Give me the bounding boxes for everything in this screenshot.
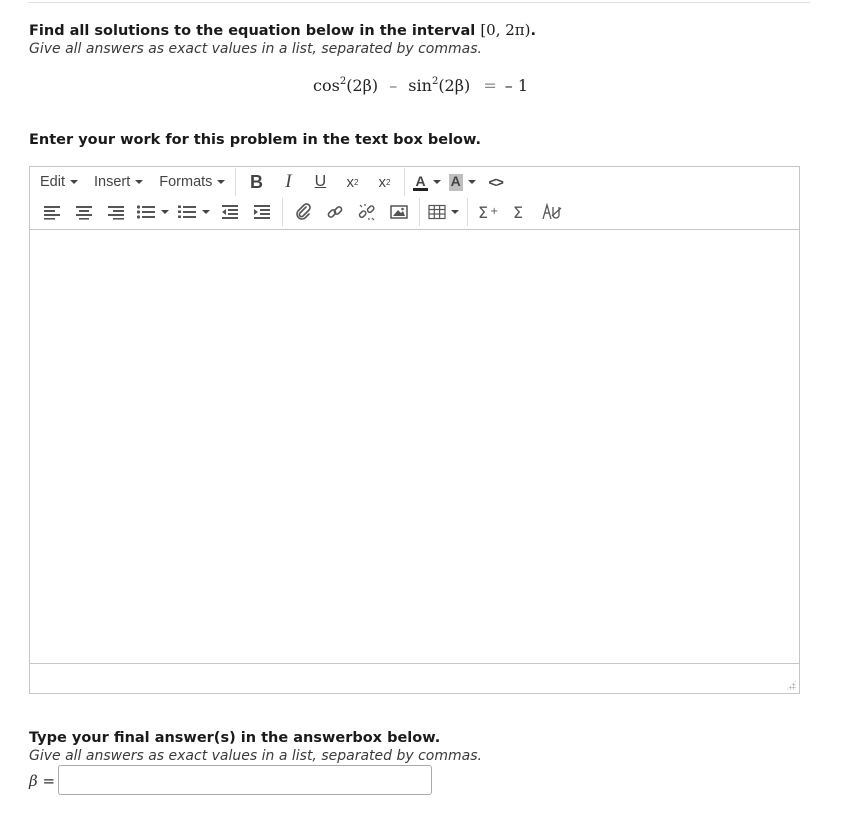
special-characters-button[interactable]	[536, 198, 568, 226]
resize-handle-icon[interactable]	[786, 680, 796, 690]
toolbar-separator	[282, 198, 283, 226]
numbered-list-icon	[177, 204, 197, 220]
final-answer-instructions: Give all answers as exact values in a list, separated by commas.	[29, 748, 482, 764]
answer-variable: β	[29, 772, 38, 790]
unlink-button[interactable]	[351, 198, 383, 226]
underline-button[interactable]: U	[314, 173, 327, 190]
indent-button[interactable]	[246, 198, 278, 226]
answer-input[interactable]	[58, 765, 432, 795]
equation-editor-button[interactable]	[472, 198, 504, 226]
equation-term1-exp: 2	[339, 76, 347, 87]
equation	[313, 76, 528, 95]
toolbar-separator	[235, 168, 236, 196]
chevron-down-icon	[70, 180, 78, 184]
indent-icon	[253, 204, 271, 220]
equation-term2-exp: 2	[431, 76, 439, 87]
equation-rhs: – 1	[504, 76, 528, 95]
toolbar-row-2	[30, 197, 568, 227]
align-center-icon	[75, 204, 93, 220]
align-left-icon	[43, 204, 61, 220]
superscript-base: x	[378, 173, 386, 191]
svg-text:Σ: Σ	[513, 203, 524, 221]
text-color-button[interactable]	[409, 168, 444, 196]
edit-menu-label: Edit	[40, 174, 65, 190]
equation-operator: –	[389, 76, 398, 95]
table-icon	[428, 204, 446, 220]
subscript-button[interactable]	[336, 168, 368, 196]
insert-link-button[interactable]	[319, 198, 351, 226]
svg-text:+: +	[490, 206, 499, 217]
special-character-icon	[541, 203, 563, 221]
top-divider	[28, 2, 810, 3]
image-icon	[390, 204, 408, 220]
bullet-list-button[interactable]	[132, 198, 173, 226]
equation-term1-func: cos	[313, 76, 340, 95]
final-answer-heading: Type your final answer(s) in the answerbox below.	[29, 730, 441, 746]
unlink-icon	[357, 203, 377, 221]
background-color-button[interactable]	[445, 168, 480, 196]
align-right-button[interactable]	[100, 198, 132, 226]
attach-file-button[interactable]	[287, 198, 319, 226]
formats-menu-label: Formats	[159, 174, 213, 190]
editor-toolbar	[30, 167, 799, 230]
outdent-button[interactable]	[214, 198, 246, 226]
superscript-mark: 2	[385, 177, 391, 187]
answer-equals: =	[42, 772, 56, 790]
align-center-button[interactable]	[68, 198, 100, 226]
editor-status-bar	[30, 662, 799, 693]
equation-term2-func: sin	[408, 76, 432, 95]
svg-text:Σ: Σ	[478, 203, 489, 221]
equation-term2-arg: (2β)	[438, 76, 471, 95]
toolbar-separator	[419, 198, 420, 226]
prompt-suffix: .	[530, 23, 537, 39]
background-color-icon: A	[450, 172, 461, 189]
formats-menu[interactable]	[149, 168, 231, 196]
toolbar-row-1	[30, 167, 512, 197]
subscript-base: x	[346, 173, 354, 191]
work-heading: Enter your work for this problem in the text box below.	[29, 132, 481, 148]
bold-button[interactable]: B	[249, 171, 263, 192]
rich-text-editor	[29, 166, 800, 694]
equation-term1-arg: (2β)	[346, 76, 379, 95]
chevron-down-icon	[433, 180, 441, 184]
question-prompt	[29, 21, 536, 39]
sigma-plus-icon	[477, 203, 499, 221]
link-icon	[326, 203, 344, 221]
math-symbols-button[interactable]	[504, 198, 536, 226]
chevron-down-icon	[202, 210, 210, 214]
sigma-icon	[512, 203, 528, 221]
question-instructions: Give all answers as exact values in a list, separated by commas.	[29, 41, 482, 57]
toolbar-separator	[404, 168, 405, 196]
align-left-button[interactable]	[36, 198, 68, 226]
paperclip-icon	[294, 203, 312, 221]
chevron-down-icon	[451, 210, 459, 214]
chevron-down-icon	[161, 210, 169, 214]
chevron-down-icon	[217, 180, 225, 184]
interval: [0, 2π)	[480, 21, 531, 39]
insert-image-button[interactable]	[383, 198, 415, 226]
source-code-button[interactable]: <>	[488, 174, 503, 190]
editor-content-area[interactable]	[30, 229, 799, 664]
insert-menu[interactable]	[84, 168, 149, 196]
table-button[interactable]	[424, 198, 463, 226]
chevron-down-icon	[468, 180, 476, 184]
answer-label	[29, 772, 55, 790]
align-right-icon	[107, 204, 125, 220]
bullet-list-icon	[136, 204, 156, 220]
superscript-button[interactable]	[368, 168, 400, 196]
chevron-down-icon	[135, 180, 143, 184]
edit-menu[interactable]	[30, 168, 84, 196]
subscript-mark: 2	[353, 177, 359, 187]
numbered-list-button[interactable]	[173, 198, 214, 226]
toolbar-separator	[467, 198, 468, 226]
insert-menu-label: Insert	[94, 174, 131, 190]
equation-equals: =	[483, 76, 497, 95]
text-color-icon: A	[415, 172, 426, 189]
italic-button[interactable]: I	[285, 171, 292, 192]
prompt-prefix: Find all solutions to the equation below in the interval	[29, 23, 481, 39]
outdent-icon	[221, 204, 239, 220]
